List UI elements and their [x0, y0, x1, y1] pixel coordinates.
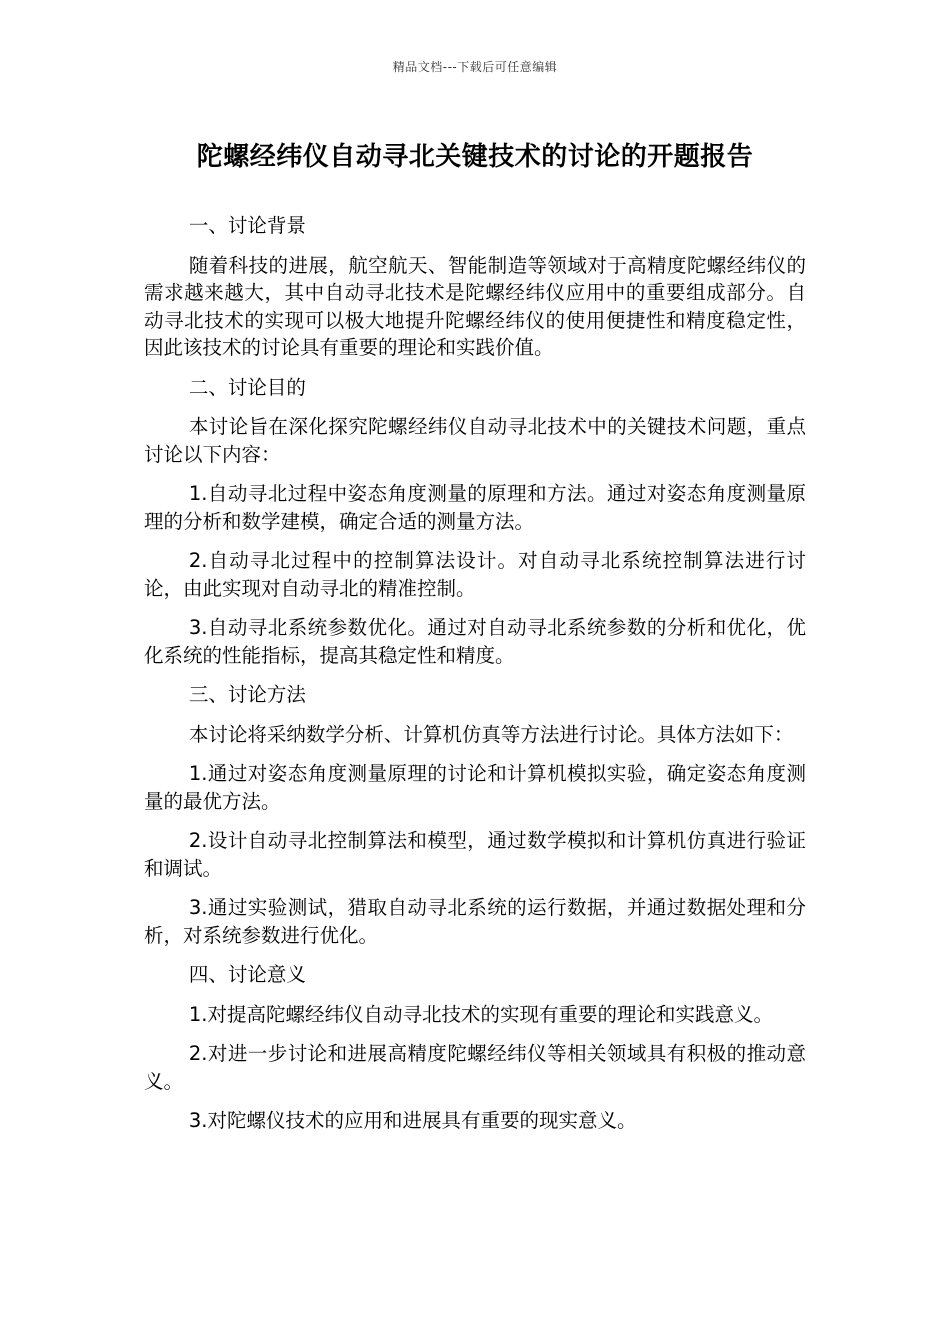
paragraph-method-intro: 本讨论将采纳数学分析、计算机仿真等方法进行讨论。具体方法如下： — [188, 722, 794, 746]
list-item-purpose-2: 2.自动寻北过程中的控制算法设计。对自动寻北系统控制算法进行讨论，由此实现对自动寻北的精准控制。 — [144, 549, 806, 600]
document-body — [144, 212, 806, 1147]
header-note: 精品文档---下载后可任意编辑 — [392, 60, 558, 74]
paragraph-purpose-intro: 本讨论旨在深化探究陀螺经纬仪自动寻北技术中的关键技术问题，重点讨论以下内容： — [144, 415, 806, 466]
list-item-purpose-3: 3.自动寻北系统参数优化。通过对自动寻北系统参数的分析和优化，优化系统的性能指标，提高其稳定性和精度。 — [144, 616, 806, 667]
section-heading-purpose: 二、讨论目的 — [188, 375, 306, 399]
list-item-method-2: 2.设计自动寻北控制算法和模型，通过数学模拟和计算机仿真进行验证和调试。 — [144, 829, 806, 880]
section-heading-method: 三、讨论方法 — [188, 683, 306, 706]
section-heading-significance: 四、讨论意义 — [188, 963, 306, 986]
list-item-purpose-1: 1.自动寻北过程中姿态角度测量的原理和方法。通过对姿态角度测量原理的分析和数学建模，确定合适的测量方法。 — [144, 482, 806, 533]
paragraph-background: 随着科技的进展，航空航天、智能制造等领域对于高精度陀螺经纬仪的需求越来越大，其中自动寻北技术是陀螺经纬仪应用中的重要组成部分。自动寻北技术的实现可以极大地提升陀螺经纬仪的使用便捷性和精度稳定性，因此该技术的讨论具有重要的理论和实践价值。 — [144, 253, 806, 359]
list-item-significance-3: 3.对陀螺仪技术的应用和进展具有重要的现实意义。 — [188, 1109, 637, 1132]
list-item-significance-1: 1.对提高陀螺经纬仪自动寻北技术的实现有重要的理论和实践意义。 — [188, 1002, 773, 1026]
list-item-method-3: 3.通过实验测试，猎取自动寻北系统的运行数据，并通过数据处理和分析，对系统参数进行优化。 — [144, 896, 806, 947]
section-heading-background: 一、讨论背景 — [188, 214, 306, 237]
document-title: 陀螺经纬仪自动寻北关键技术的讨论的开题报告 — [196, 142, 754, 172]
list-item-method-1: 1.通过对姿态角度测量原理的讨论和计算机模拟实验，确定姿态角度测量的最优方法。 — [144, 762, 806, 813]
list-item-significance-2: 2.对进一步讨论和进展高精度陀螺经纬仪等相关领域具有积极的推动意义。 — [144, 1042, 806, 1093]
